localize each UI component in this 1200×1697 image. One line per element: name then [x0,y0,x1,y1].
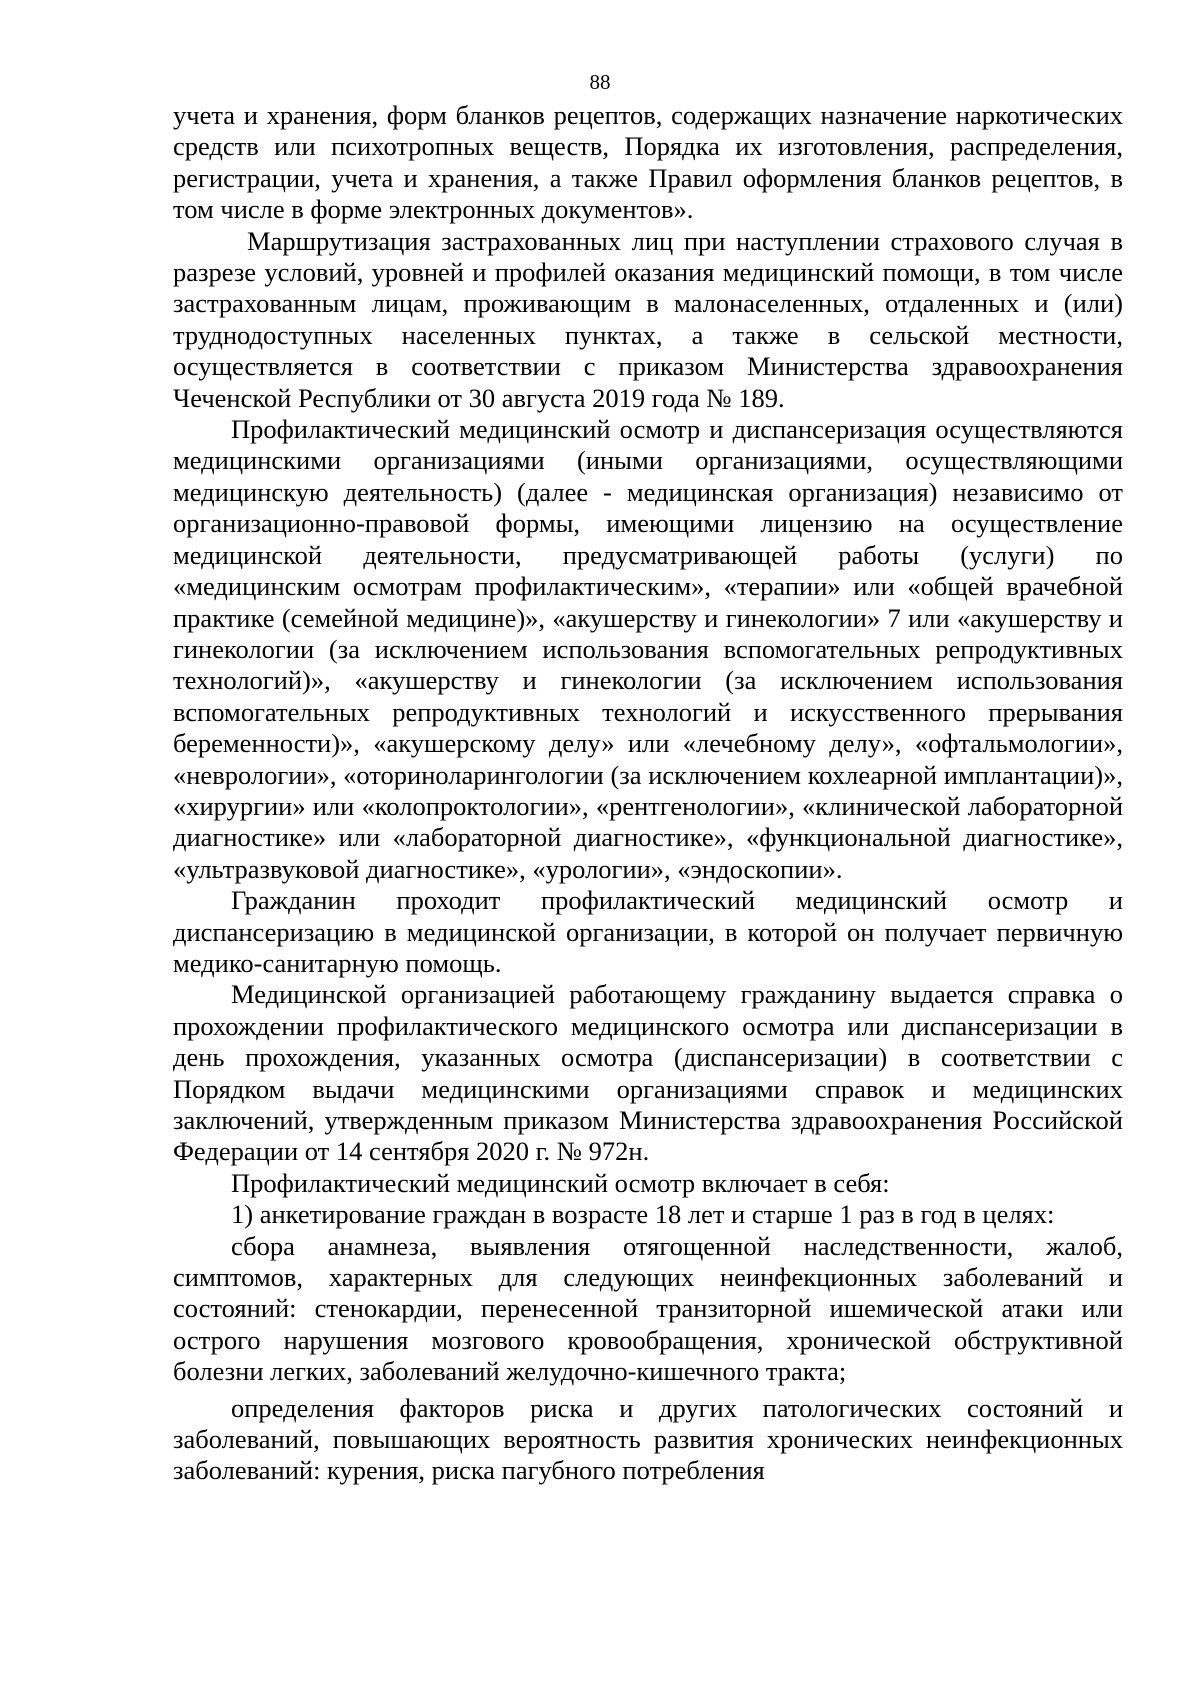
document-body [173,100,1123,1487]
paragraph-exam-includes: Профилактический медицинский осмотр включает в себя: [231,1167,890,1198]
paragraph-risk-factors: определения факторов риска и других патологических состояний и заболеваний, повышающих вероятность развития хронических неинфекционных заболеваний: курения, риска пагубного потребления [173,1392,1123,1486]
list-item-questionnaire: 1) анкетирование граждан в возрасте 18 лет и старше 1 раз в год в целях: [231,1199,1055,1230]
paragraph-routing: Маршрутизация застрахованных лиц при наступлении страхового случая в разрезе условий, уровней и профилей оказания медицинский помощи, в том числе застрахованным лицам, проживающим в малонаселенных, отдаленных и (или) труднодоступных населенных пунктах, а также в сельской местности, осуществляется в соответствии с приказом Министерства здравоохранения Чеченской Республики от 30 августа 2019 года № 189. [173,225,1123,413]
paragraph-anamnesis: сбора анамнеза, выявления отягощенной наследственности, жалоб, симптомов, характерных для следующих неинфекционных заболеваний и состояний: стенокардии, перенесенной транзиторной ишемической атаки или острого нарушения мозгового кровообращения, хронической обструктивной болезни легких, заболеваний желудочно-кишечного тракта; [173,1230,1123,1387]
paragraph-prescription-forms: учета и хранения, форм бланков рецептов, содержащих назначение наркотических средств или психотропных веществ, Порядка их изготовления, распределения, регистрации, учета и хранения, а также Правил оформления бланков рецептов, в том числе в форме электронных документов». [173,100,1123,225]
page-number: 88 [589,70,611,94]
paragraph-certificate-issuance: Медицинской организацией работающему гражданину выдается справка о прохождении профилактического медицинского осмотра или диспансеризации в день прохождения, указанных осмотра (диспансеризации) в соответствии с Порядком выдачи медицинскими организациями справок и медицинских заключений, утвержденным приказом Министерства здравоохранения Российской Федерации от 14 сентября 2020 г. № 972н. [173,979,1123,1167]
paragraph-preventive-exam-organizations: Профилактический медицинский осмотр и диспансеризация осуществляются медицинскими организациями (иными организациями, осуществляющими медицинскую деятельность) (далее - медицинская организация) независимо от организационно-правовой формы, имеющими лицензию на осуществление медицинской деятельности, предусматривающей работы (услуги) по «медицинским осмотрам профилактическим», «терапии» или «общей врачебной практике (семейной медицине)», «акушерству и гинекологии» 7 или «акушерству и гинекологии (за исключением использования вспомогательных репродуктивных технологий)», «акушерству и гинекологии (за исключением использования вспомогательных репродуктивных технологий и искусственного прерывания беременности)», «акушерскому делу» или «лечебному делу», «офтальмологии», «неврологии», «оториноларингологии (за исключением кохлеарной имплантации)», «хирургии» или «колопроктологии», «рентгенологии», «клинической лабораторной диагностике» или «лабораторной диагностике», «функциональной диагностике», «ультразвуковой диагностике», «урологии», «эндоскопии». [173,414,1123,884]
paragraph-citizen-exam-location: Гражданин проходит профилактический медицинский осмотр и диспансеризацию в медицинской организации, в которой он получает первичную медико-санитарную помощь. [173,885,1123,978]
